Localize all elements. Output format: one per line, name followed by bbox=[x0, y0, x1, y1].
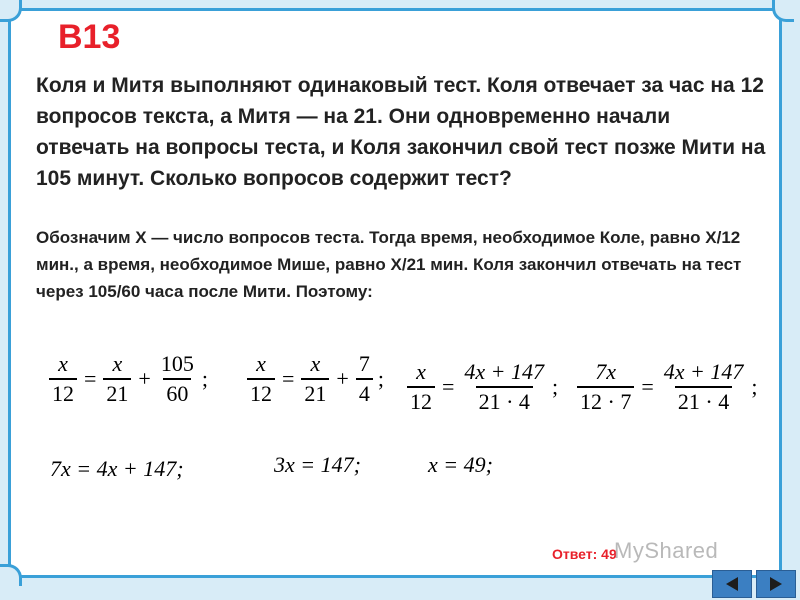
fraction: $\frac{7x}{12 \cdot 7}$ bbox=[577, 360, 634, 414]
fraction: $\frac{105}{60}$ bbox=[160, 351, 194, 406]
slide-title: В13 bbox=[58, 18, 121, 56]
answer-label: Ответ: 49 bbox=[552, 546, 617, 562]
fraction: $\frac{4x + 147}{21 \cdot 4}$ bbox=[464, 359, 545, 414]
equation-4: $\frac{7x}{12 \cdot 7}$ = $\frac{4x + 147}{21 \cdot 4}$ ; bbox=[574, 360, 758, 414]
equation-3: $\frac{x}{12}$ = $\frac{4x + 147}{21 \cdot 4}$ ; bbox=[404, 360, 558, 414]
watermark-logo: MyShared bbox=[614, 538, 719, 563]
fraction: $\frac{x}{21}$ bbox=[301, 352, 329, 406]
equation-2: $\frac{x}{12}$ = $\frac{x}{21}$ + $\frac{7}{4}$ ; bbox=[244, 352, 384, 406]
fraction: $\frac{x}{12}$ bbox=[247, 352, 275, 406]
fraction: $\frac{x}{12}$ bbox=[407, 360, 435, 414]
equation-6: 3x = 147; bbox=[274, 452, 361, 477]
slide-navigation bbox=[712, 570, 800, 600]
equation-1: $\frac{x}{12}$ = $\frac{x}{21}$ + $\frac{105}{60}$ ; bbox=[46, 352, 208, 406]
fraction: $\frac{x}{21}$ bbox=[103, 352, 131, 406]
fraction: $\frac{4x + 147}{21 \cdot 4}$ bbox=[663, 359, 744, 414]
next-slide-button[interactable] bbox=[756, 570, 796, 598]
equation-7: x = 49; bbox=[428, 452, 493, 477]
fraction: $\frac{x}{12}$ bbox=[49, 352, 77, 406]
previous-slide-button[interactable] bbox=[712, 570, 752, 598]
triangle-left-icon bbox=[722, 575, 742, 593]
problem-statement: Коля и Митя выполняют одинаковый тест. Коля отвечает за час на 12 вопросов текста, а Митя — на 21. Они одновременно начали отвечать на вопросы теста, и Коля закончил свой тест позже Мити на 105 минут. Сколько вопросов содержит тест? bbox=[36, 74, 766, 190]
solution-text: Обозначим Х — число вопросов теста. Тогда время, необходимое Коле, равно Х/12 мин., а время, необходимое Мише, равно Х/21 мин. Коля закончил отвечать на тест через 105/60 часа после Мити. Поэтому: bbox=[36, 228, 742, 301]
equation-5: 7x = 4x + 147; bbox=[50, 456, 184, 481]
fraction: $\frac{7}{4}$ bbox=[356, 352, 373, 406]
triangle-right-icon bbox=[766, 575, 786, 593]
